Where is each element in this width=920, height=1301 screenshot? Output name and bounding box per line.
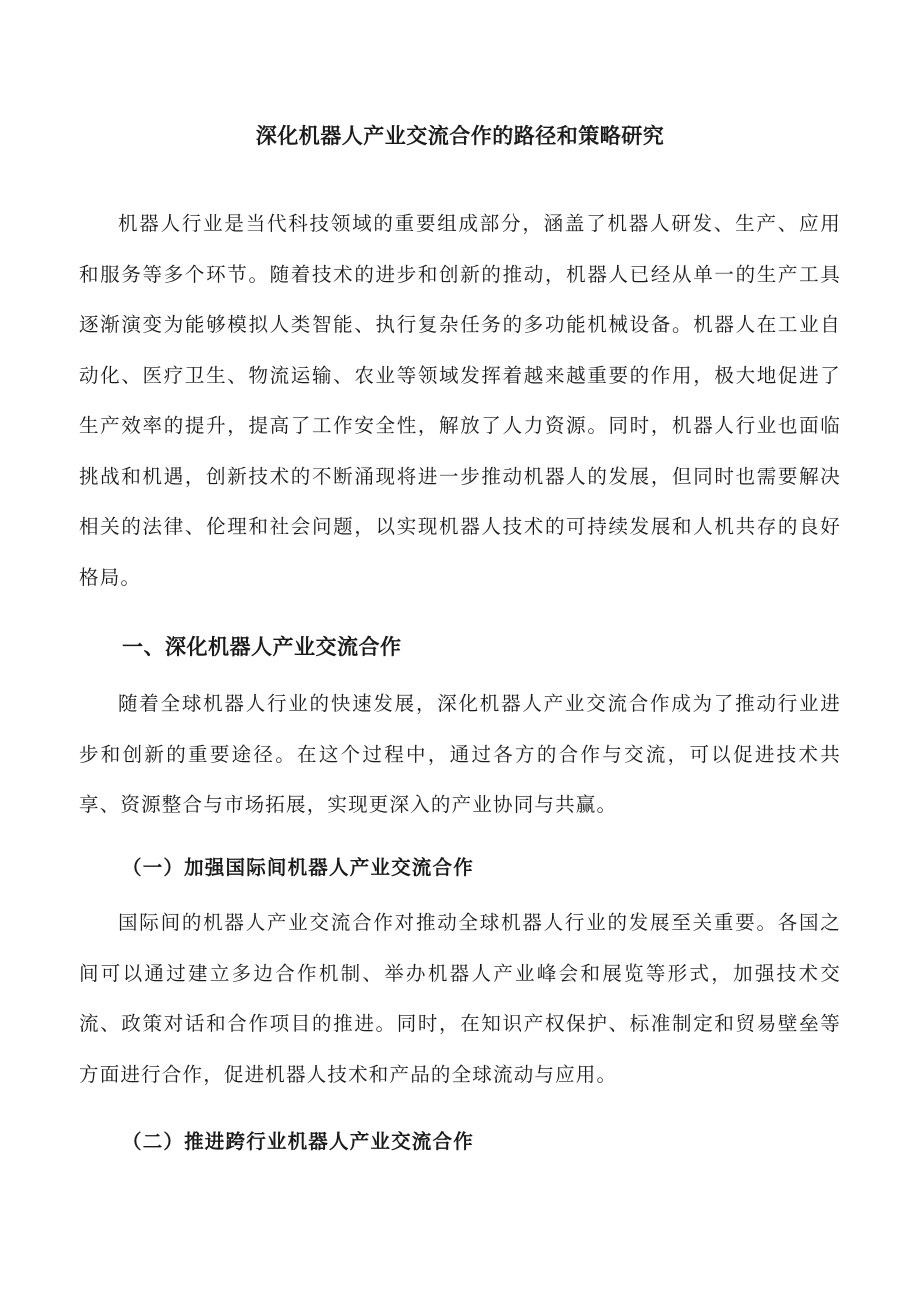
intro-paragraph: 机器人行业是当代科技领域的重要组成部分，涵盖了机器人研发、生产、应用和服务等多个环节。随着技术的进步和创新的推动，机器人已经从单一的生产工具逐渐演变为能够模拟人类智能、执行复杂任务的多功能机械设备。机器人在工业自动化、医疗卫生、物流运输、农业等领域发挥着越来越重要的作用，极大地促进了生产效率的提升，提高了工作安全性，解放了人力资源。同时，机器人行业也面临挑战和机遇，创新技术的不断涌现将进一步推动机器人的发展，但同时也需要解决相关的法律、伦理和社会问题，以实现机器人技术的可持续发展和人机共存的良好格局。 xyxy=(79,212,841,589)
subsection-1-heading: （一）加强国际间机器人产业交流合作 xyxy=(122,856,474,879)
section-1-heading: 一、深化机器人产业交流合作 xyxy=(122,635,402,659)
subsection-1-paragraph: 国际间的机器人产业交流合作对推动全球机器人行业的发展至关重要。各国之间可以通过建立多边合作机制、举办机器人产业峰会和展览等形式，加强技术交流、政策对话和合作项目的推进。同时，在知识产权保护、标准制定和贸易壁垒等方面进行合作，促进机器人技术和产品的全球流动与应用。 xyxy=(79,911,841,1086)
section-1-paragraph: 随着全球机器人行业的快速发展，深化机器人产业交流合作成为了推动行业进步和创新的重要途径。在这个过程中，通过各方的合作与交流，可以促进技术共享、资源整合与市场拓展，实现更深入的产业协同与共赢。 xyxy=(79,692,841,816)
document-title: 深化机器人产业交流合作的路径和策略研究 xyxy=(255,124,665,148)
subsection-2-heading: （二）推进跨行业机器人产业交流合作 xyxy=(122,1130,474,1153)
